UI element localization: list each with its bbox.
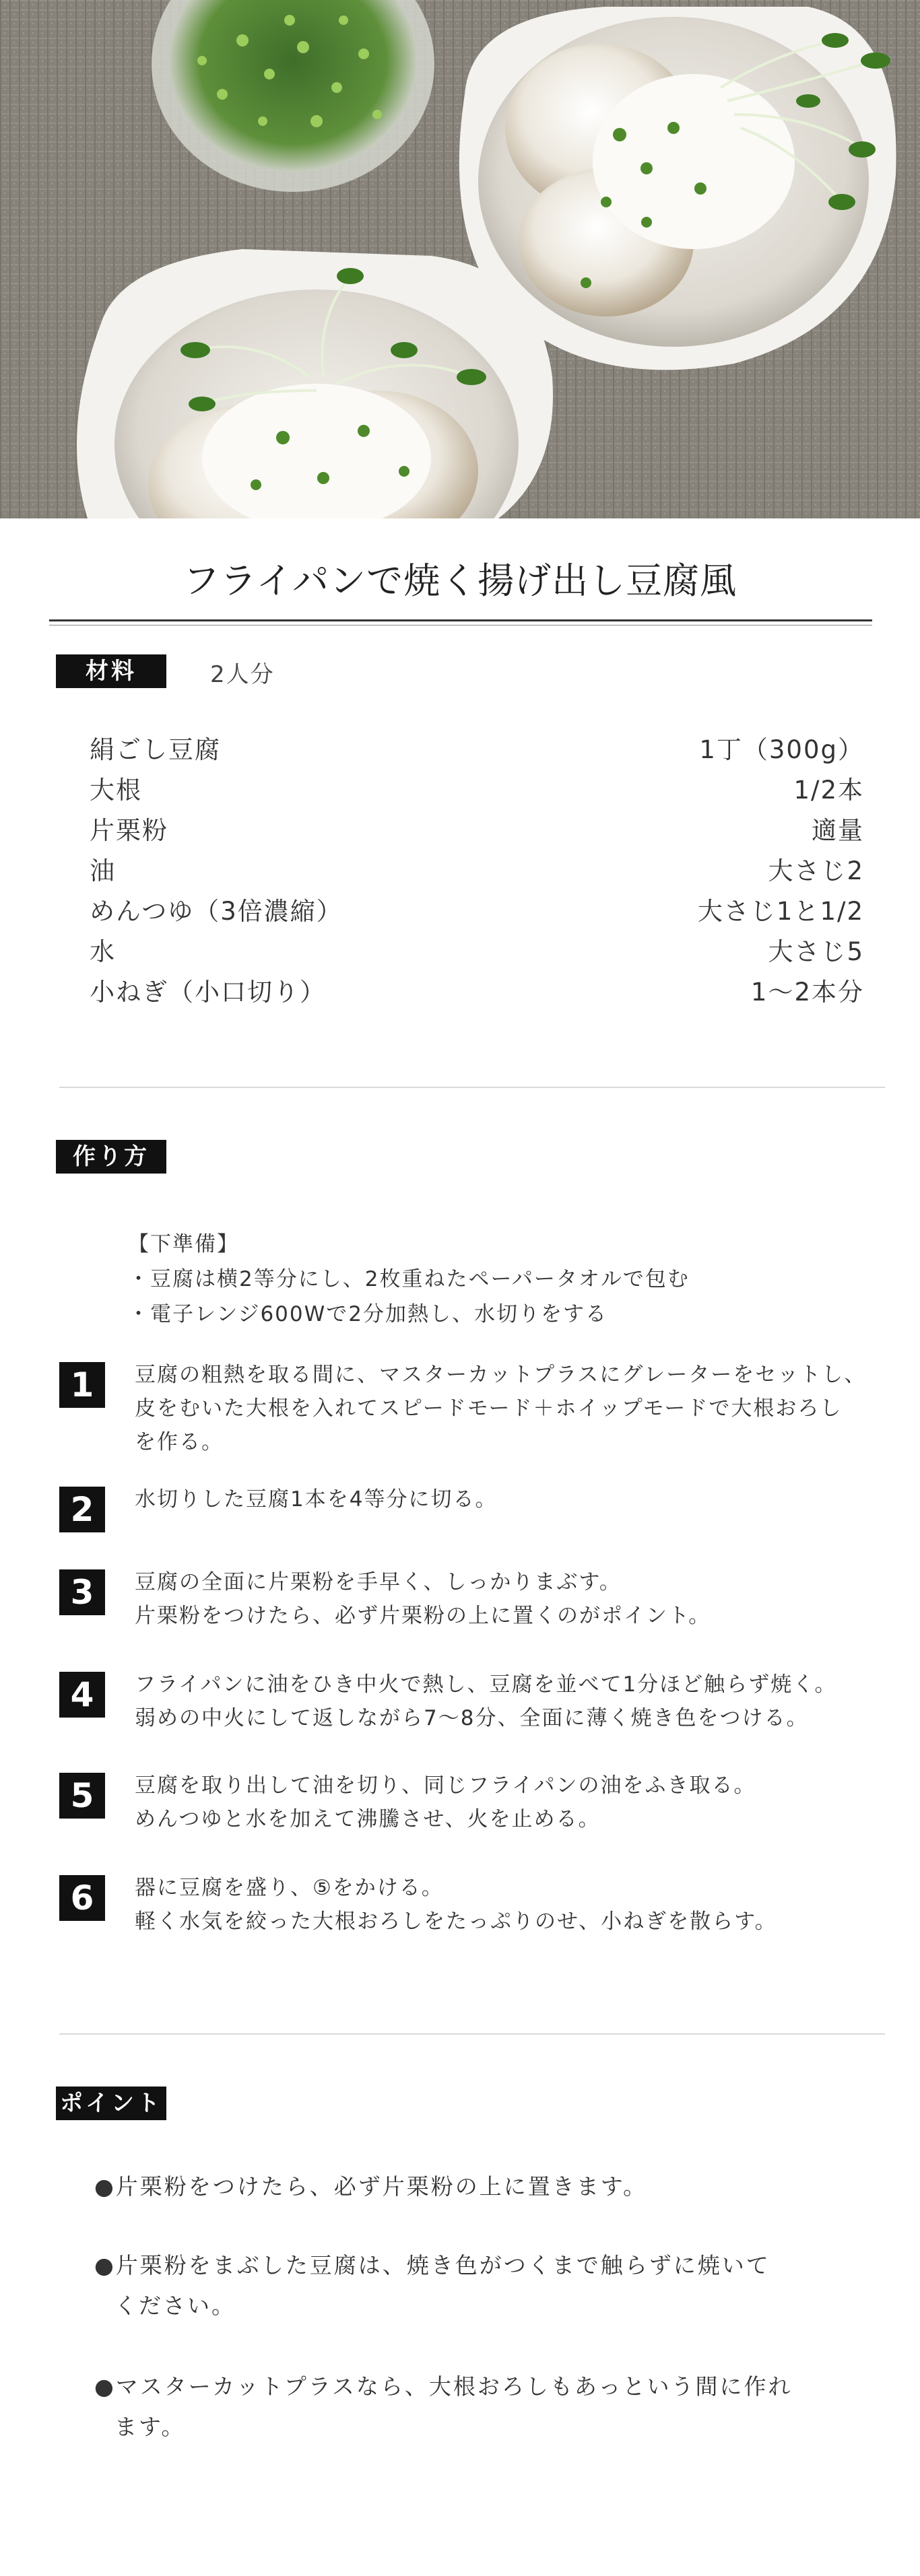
- prep-line: ・電子レンジ600Wで2分加熱し、水切りをする: [128, 1302, 607, 1326]
- step-line: 片栗粉をつけたら、必ず片栗粉の上に置くのがポイント。: [135, 1604, 711, 1628]
- step-number: 4: [59, 1672, 105, 1718]
- section-divider: [59, 1087, 885, 1088]
- step-line: 軽く水気を絞った大根おろしをたっぷりのせ、小ねぎを散らす。: [135, 1909, 777, 1934]
- ingredient-name: 絹ごし豆腐: [90, 735, 221, 764]
- step-line: めんつゆと水を加えて沸騰させ、火を止める。: [135, 1807, 601, 1831]
- dish-illustration: [0, 0, 920, 518]
- point-item: [94, 2245, 862, 2326]
- point-item: [94, 2167, 862, 2207]
- points-label: ポイント: [56, 2087, 166, 2120]
- ingredient-amount: 適量: [812, 816, 864, 845]
- point-line: ●マスターカットプラスなら、大根おろしもあっという間に作れ: [94, 2373, 793, 2400]
- step-line: フライパンに油をひき中火で熱し、豆腐を並べて1分ほど触らず焼く。: [135, 1672, 837, 1697]
- step-line: を作る。: [135, 1430, 224, 1454]
- ingredient-row: [90, 889, 864, 929]
- ingredient-amount: 大さじ1と1/2: [697, 897, 864, 926]
- recipe-title: フライパンで焼く揚げ出し豆腐風: [183, 560, 737, 602]
- prep-notes: [128, 1227, 690, 1332]
- prep-title: 【下準備】: [128, 1232, 239, 1256]
- ingredient-name: 水: [90, 937, 116, 966]
- ingredient-name: 大根: [90, 776, 142, 805]
- ingredient-row: [90, 727, 864, 768]
- step-text: [135, 1769, 920, 1836]
- ingredient-name: 小ねぎ（小口切り）: [90, 978, 326, 1007]
- step-line: 水切りした豆腐1本を4等分に切る。: [135, 1487, 498, 1512]
- title-underline: [49, 619, 872, 621]
- step-number: 2: [59, 1487, 105, 1532]
- point-item: [94, 2367, 862, 2447]
- step-number: 1: [59, 1362, 105, 1408]
- step-line: 豆腐を取り出して油を切り、同じフライパンの油をふき取る。: [135, 1773, 756, 1798]
- step-line: 豆腐の粗熱を取る間に、マスターカットプラスにグレーターをセットし、: [135, 1363, 867, 1387]
- prep-line: ・豆腐は横2等分にし、2枚重ねたペーパータオルで包む: [128, 1267, 690, 1291]
- point-line: ます。: [114, 2414, 186, 2440]
- step-line: 皮をむいた大根を入れてスピードモード＋ホイップモードで大根おろし: [135, 1396, 843, 1421]
- ingredient-row: [90, 970, 864, 1010]
- ingredient-row: [90, 848, 864, 889]
- section-divider: [59, 2033, 885, 2035]
- ingredient-amount: 1〜2本分: [750, 978, 864, 1007]
- method-label: 作り方: [56, 1140, 166, 1174]
- point-line: ●片栗粉をつけたら、必ず片栗粉の上に置きます。: [94, 2173, 648, 2200]
- hero-photo: [0, 0, 920, 518]
- ingredient-amount: 1/2本: [793, 776, 864, 805]
- ingredient-name: めんつゆ（3倍濃縮）: [90, 897, 343, 926]
- ingredient-name: 片栗粉: [90, 816, 168, 845]
- step-number: 6: [59, 1875, 105, 1921]
- bowl-left: [77, 249, 553, 518]
- ingredient-amount: 1丁（300g）: [699, 735, 864, 764]
- ingredient-row: [90, 768, 864, 808]
- step-number: 3: [59, 1569, 105, 1615]
- step-line: 器に豆腐を盛り、⑤をかける。: [135, 1876, 444, 1900]
- step-text: [135, 1483, 920, 1516]
- point-line: ●片栗粉をまぶした豆腐は、焼き色がつくまで触らずに焼いて: [94, 2252, 770, 2278]
- ingredient-amount: 大さじ2: [768, 856, 864, 885]
- ingredients-list: [90, 727, 864, 1010]
- ingredient-row: [90, 808, 864, 848]
- ingredient-name: 油: [90, 856, 116, 885]
- step-text: [135, 1358, 920, 1459]
- step-line: 豆腐の全面に片栗粉を手早く、しっかりまぶす。: [135, 1570, 622, 1594]
- step-line: 弱めの中火にして返しながら7〜8分、全面に薄く焼き色をつける。: [135, 1706, 809, 1730]
- step-text: [135, 1668, 920, 1735]
- point-line: ください。: [114, 2293, 236, 2319]
- step-number: 5: [59, 1773, 105, 1819]
- ingredient-amount: 大さじ5: [768, 937, 864, 966]
- step-text: [135, 1871, 920, 1938]
- servings: 2人分: [210, 661, 275, 688]
- ingredient-row: [90, 929, 864, 970]
- ingredients-label: 材料: [56, 654, 166, 688]
- step-text: [135, 1565, 920, 1633]
